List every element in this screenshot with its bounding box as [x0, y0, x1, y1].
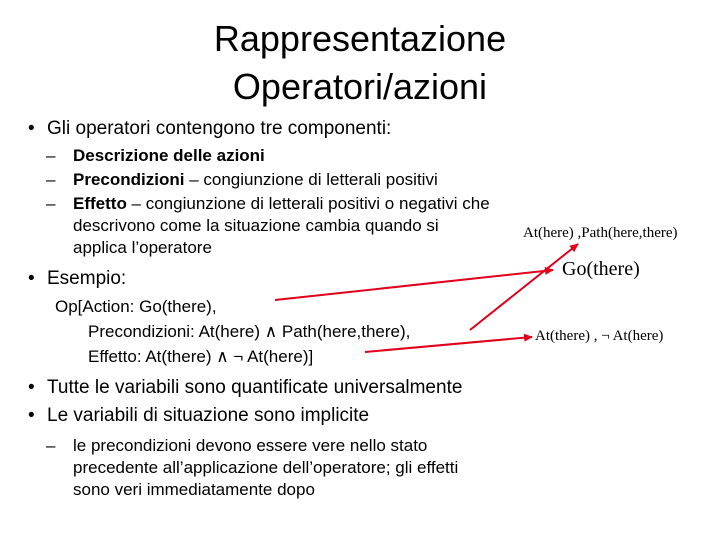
sub-bullet-precondizioni-vere-line1: le precondizioni devono essere vere nello stato	[73, 436, 428, 455]
sub-bullet-descrizione: Descrizione delle azioni	[73, 146, 265, 165]
dash-marker: –	[46, 170, 56, 189]
slide-title-line2: Operatori/azioni	[232, 66, 488, 107]
dash-marker: –	[46, 436, 56, 455]
bullet-variabili-quantificate: Tutte le variabili sono quantificate universalmente	[47, 377, 463, 398]
effetto-definition-line3: applica l’operatore	[73, 238, 212, 257]
annotation-precondizioni: At(here) ,Path(here,there)	[523, 225, 678, 241]
bullet-variabili-situazione: Le variabili di situazione sono implicite	[47, 405, 370, 426]
example-action-line: Op[Action: Go(there),	[55, 297, 217, 316]
bullet-esempio: Esempio:	[47, 268, 127, 289]
sub-bullet-precondizioni-vere-line3: sono veri immediatamente dopo	[73, 480, 315, 499]
precondizioni-term: Precondizioni	[73, 170, 185, 189]
bullet-dot: •	[28, 405, 35, 426]
precondizioni-definition: – congiunzione di letterali positivi	[184, 170, 438, 189]
bullet-dot: •	[28, 268, 35, 289]
dash-marker: –	[46, 194, 56, 213]
example-effetto-line: Effetto: At(there) ∧ ¬ At(here)]	[88, 347, 314, 366]
bullet-dot: •	[28, 118, 35, 139]
example-precondizioni-line: Precondizioni: At(here) ∧ Path(here,there),	[88, 322, 411, 341]
sub-bullet-precondizioni-vere-line2: precedente all’applicazione dell’operatore; gli effetti	[73, 458, 459, 477]
effetto-term: Effetto	[73, 194, 127, 213]
effetto-definition-line2: descrivono come la situazione cambia quando si	[73, 216, 439, 235]
arrow-action	[275, 270, 553, 300]
annotation-effetto: At(there) , ¬ At(here)	[535, 328, 664, 344]
bullet-dot: •	[28, 377, 35, 398]
annotation-action: Go(there)	[562, 258, 640, 280]
effetto-definition: – congiunzione di letterali positivi o negativi che	[126, 194, 490, 213]
arrow-effetto	[365, 337, 532, 352]
bullet-operator-components: Gli operatori contengono tre componenti:	[47, 118, 392, 139]
dash-marker: –	[46, 146, 56, 165]
arrow-precondizioni	[470, 244, 578, 330]
slide-title-line1: Rappresentazione	[213, 18, 507, 59]
